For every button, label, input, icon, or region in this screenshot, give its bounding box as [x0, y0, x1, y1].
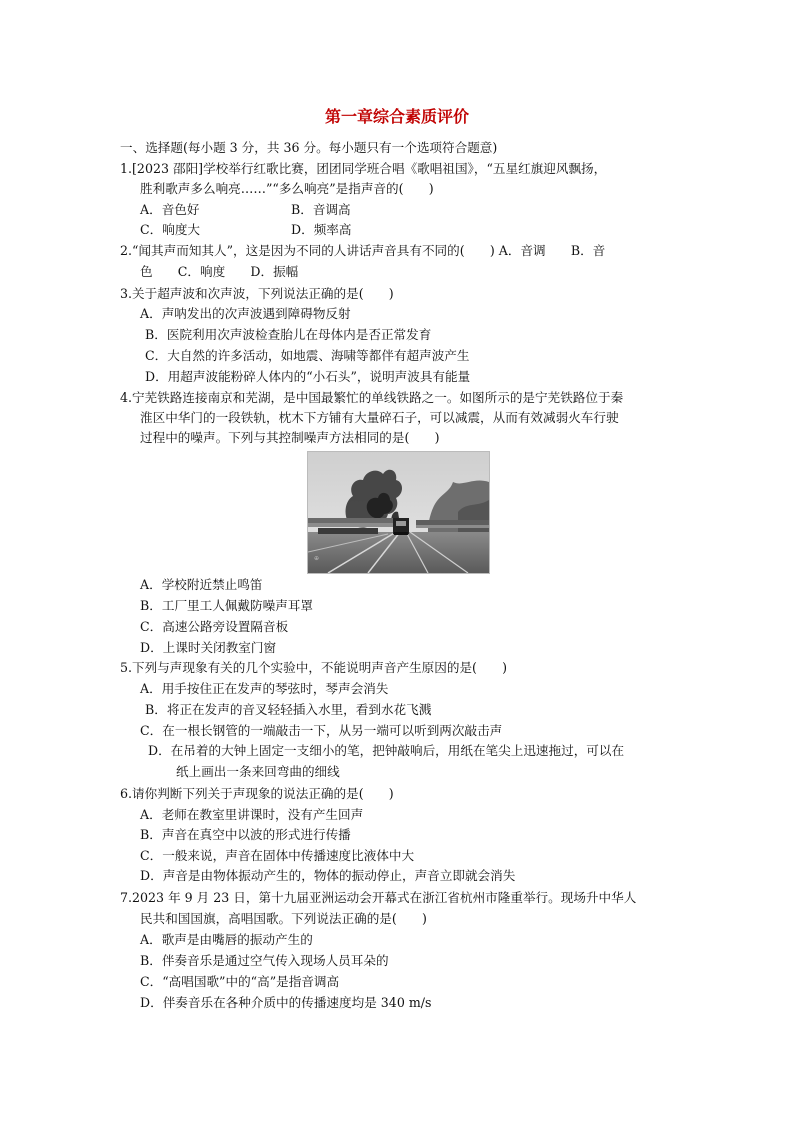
question-4-line-2: 淮区中华门的一段铁轨，枕木下方铺有大量碎石子，可以减震，从而有效减弱火车行驶 — [140, 410, 619, 425]
question-4-option-d: D．上课时关闭教室门窗 — [140, 640, 277, 655]
question-4-option-c: C．高速公路旁设置隔音板 — [140, 619, 289, 634]
question-3-option-a: A．声呐发出的次声波遇到障碍物反射 — [140, 306, 351, 321]
question-3-option-c: C．大自然的许多活动，如地震、海啸等都伴有超声波产生 — [145, 348, 470, 363]
question-5-option-d-line-1: D．在吊着的大钟上固定一支细小的笔，把钟敲响后，用纸在笔尖上迅速拖过，可以在 — [148, 743, 625, 758]
question-7-option-d: D．伴奏音乐在各种介质中的传播速度均是 340 m/s — [140, 995, 432, 1010]
question-1-line-2: 胜利歌声多么响亮……”“多么响亮”是指声音的( ) — [140, 181, 434, 196]
question-4-option-b: B．工厂里工人佩戴防噪声耳罩 — [140, 598, 313, 613]
question-6-option-a: A．老师在教室里讲课时，没有产生回声 — [140, 807, 364, 822]
question-3-option-b: B．医院利用次声波检查胎儿在母体内是否正常发育 — [145, 327, 432, 342]
question-5-option-d-line-2: 纸上画出一条来回弯曲的细线 — [176, 764, 340, 779]
question-6-option-b: B．声音在真空中以波的形式进行传播 — [140, 827, 351, 842]
question-1-option-d: D．频率高 — [291, 222, 352, 237]
question-7-line-1: 7.2023 年 9 月 23 日，第十九届亚洲运动会开幕式在浙江省杭州市隆重举行。现场升中华人 — [120, 890, 637, 905]
question-7-option-b: B．伴奏音乐是通过空气传入现场人员耳朵的 — [140, 953, 389, 968]
question-3-option-d: D．用超声波能粉碎人体内的“小石头”，说明声波具有能量 — [145, 369, 471, 384]
question-5-option-b: B．将正在发声的音叉轻轻插入水里，看到水花飞溅 — [145, 702, 432, 717]
question-6-option-d: D．声音是由物体振动产生的，物体的振动停止，声音立即就会消失 — [140, 868, 516, 883]
question-6-stem: 6.请你判断下列关于声现象的说法正确的是( ) — [120, 786, 394, 801]
question-7-option-a: A．歌声是由嘴唇的振动产生的 — [140, 932, 313, 947]
question-2-line-2: 色 C．响度 D．振幅 — [140, 264, 299, 279]
steam-train-photo — [307, 451, 490, 574]
question-4-line-1: 4.宁芜铁路连接南京和芜湖，是中国最繁忙的单线铁路之一。如图所示的是宁芜铁路位于秦 — [120, 390, 624, 405]
question-1-line-1: 1.[2023 邵阳]学校举行红歌比赛，团团同学班合唱《歌唱祖国》，“五星红旗迎风飘扬， — [120, 161, 607, 176]
question-7-option-c: C．“高唱国歌”中的“高”是指音调高 — [140, 974, 340, 989]
question-1-option-a: A．音色好 — [140, 202, 200, 217]
question-5-option-a: A．用手按住正在发声的琴弦时，琴声会消失 — [140, 681, 389, 696]
question-5-stem: 5.下列与声现象有关的几个实验中，不能说明声音产生原因的是( ) — [120, 660, 508, 675]
question-1-option-b: B．音调高 — [291, 202, 351, 217]
question-1-option-c: C．响度大 — [140, 222, 201, 237]
question-6-option-c: C．一般来说，声音在固体中传播速度比液体中大 — [140, 848, 415, 863]
question-7-line-2: 民共和国国旗，高唱国歌。下列说法正确的是( ) — [140, 911, 427, 926]
section-heading: 一、选择题(每小题 3 分，共 36 分。每小题只有一个选项符合题意) — [120, 140, 498, 155]
page-title: 第一章综合素质评价 — [324, 107, 469, 126]
question-5-option-c: C．在一根长钢管的一端敲击一下，从另一端可以听到两次敲击声 — [140, 723, 503, 738]
question-3-stem: 3.关于超声波和次声波，下列说法正确的是( ) — [120, 286, 394, 301]
question-4-line-3: 过程中的噪声。下列与其控制噪声方法相同的是( ) — [140, 430, 440, 445]
question-2-line-1: 2.“闻其声而知其人”，这是因为不同的人讲话声音具有不同的( ) A．音调 B．音 — [120, 243, 606, 258]
svg-text:⊕: ⊕ — [314, 555, 320, 562]
question-4-option-a: A．学校附近禁止鸣笛 — [140, 577, 263, 592]
